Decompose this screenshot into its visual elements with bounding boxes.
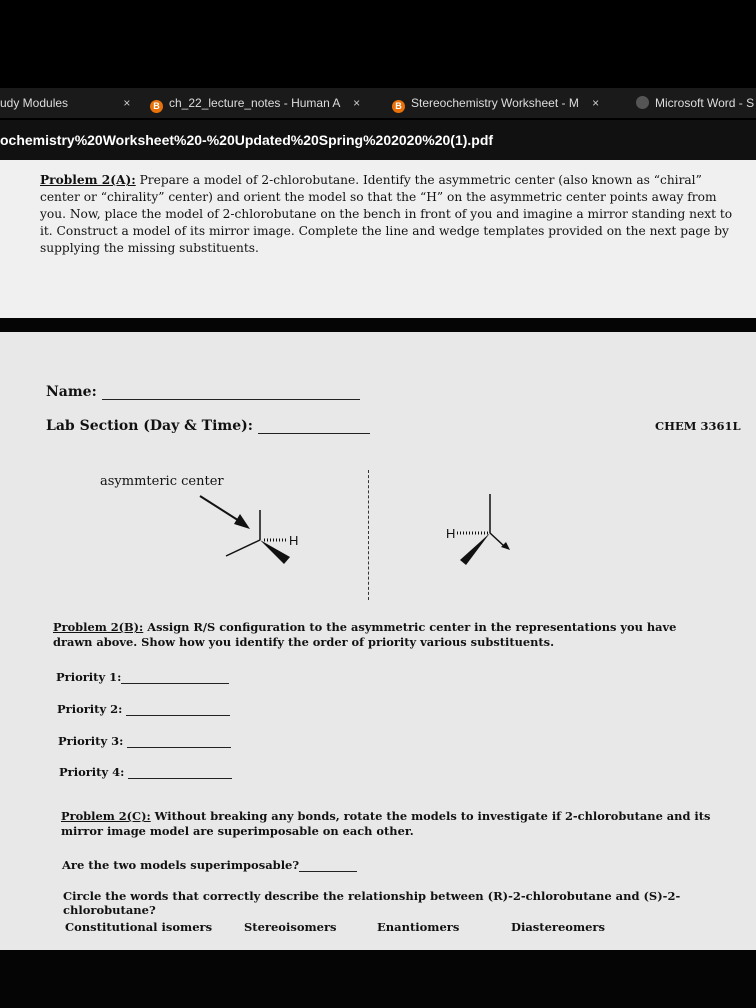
tab-label: udy Modules: [0, 96, 69, 110]
tab-lecture-notes[interactable]: [150, 96, 360, 113]
tab-study-modules[interactable]: [0, 96, 130, 110]
molecule-right: [440, 488, 530, 568]
pdf-page-top: [0, 160, 756, 318]
cursor-arrow: [501, 542, 510, 550]
option-stereoisomers: Stereoisomers: [244, 920, 337, 934]
mirror-line: [368, 470, 369, 600]
tab-favicon-icon: [636, 96, 649, 109]
close-icon[interactable]: ×: [353, 96, 361, 110]
tab-label: Stereochemistry Worksheet - M: [411, 96, 579, 110]
problem-2a-paragraph: [40, 172, 740, 257]
priority-label: Priority 4:: [59, 765, 125, 779]
superimposable-question: [62, 858, 357, 872]
problem-2c-heading: Problem 2(C):: [61, 809, 151, 823]
course-code: CHEM 3361L: [655, 419, 741, 433]
tab-label: ch_22_lecture_notes - Human A: [169, 96, 340, 110]
priority-label: Priority 2:: [57, 702, 123, 716]
priority-blank: [126, 715, 230, 716]
tab-stereochemistry-worksheet[interactable]: [392, 96, 599, 113]
url-text: ochemistry%20Worksheet%20-%20Updated%20Spring%202020%20(1).pdf: [0, 132, 494, 148]
bottom-dark-area: [0, 950, 756, 1008]
asymmetric-center-label: asymmteric center: [100, 474, 224, 489]
wedge-bond: [460, 533, 490, 565]
wedge-bond: [260, 540, 290, 564]
h-atom-left: H: [446, 526, 456, 541]
problem-2c-paragraph: [61, 809, 721, 839]
option-constitutional-isomers: Constitutional isomers: [65, 920, 213, 934]
priority-2-field: [57, 702, 230, 716]
priority-4-field: [59, 765, 232, 779]
tab-favicon-icon: B: [392, 100, 405, 113]
page-gap: [0, 318, 756, 332]
option-enantiomers: Enantiomers: [377, 920, 460, 934]
address-bar[interactable]: [0, 120, 756, 160]
problem-2b-paragraph: [53, 620, 713, 650]
problem-2c-text: Without breaking any bonds, rotate the models to investigate if 2-chlorobutane and its mirror image model are superimposable on each other.: [61, 809, 711, 838]
priority-3-field: [58, 734, 231, 748]
browser-tab-bar: [0, 88, 756, 118]
tab-microsoft-word[interactable]: [636, 96, 754, 110]
problem-2b-text: Assign R/S configuration to the asymmetric center in the representations you have drawn above. Show how you identify the order of priority various substituents.: [53, 620, 677, 649]
problem-2a-heading: Problem 2(A):: [40, 173, 136, 187]
lab-section-field: [46, 418, 370, 434]
answer-blank: [299, 871, 357, 872]
lab-section-label: Lab Section (Day & Time):: [46, 418, 253, 434]
close-icon[interactable]: ×: [592, 96, 600, 110]
h-atom-right: H: [289, 533, 299, 548]
priority-label: Priority 3:: [58, 734, 124, 748]
name-label: Name:: [46, 384, 97, 400]
name-blank: [102, 399, 360, 400]
problem-2b-heading: Problem 2(B):: [53, 620, 144, 634]
circle-instruction: Circle the words that correctly describe the relationship between (R)-2-chlorobutane and (S)-2-chlorobutane?: [63, 889, 681, 917]
option-diastereomers: Diastereomers: [511, 920, 605, 934]
close-icon[interactable]: ×: [123, 96, 131, 110]
pdf-page-worksheet: [0, 332, 756, 950]
priority-label: Priority 1:: [56, 670, 122, 684]
priority-blank: [121, 683, 229, 684]
name-field: [46, 384, 360, 400]
arrow-head: [234, 514, 250, 529]
priority-1-field: [56, 670, 229, 684]
bond-right: [490, 533, 504, 546]
tab-favicon-icon: B: [150, 100, 163, 113]
bond-left: [226, 540, 260, 556]
question-text: Are the two models superimposable?: [62, 858, 300, 872]
priority-blank: [128, 778, 232, 779]
molecule-left: [180, 482, 340, 572]
lab-section-blank: [258, 433, 370, 434]
priority-blank: [127, 747, 231, 748]
problem-2a-text: Prepare a model of 2-chlorobutane. Identify the asymmetric center (also known as “chiral” center or “chirality” center) and orient the model so that the “H” on the asymmetric center points away from you. Now, place the model of 2-chlorobutane on the bench in front of you and imagine a mirror standing next to it. Construct a model of its mirror image. Complete the line and wedge templates provided on the next page by supplying the missing substituents.: [40, 173, 733, 255]
tab-label: Microsoft Word - S: [655, 96, 755, 110]
